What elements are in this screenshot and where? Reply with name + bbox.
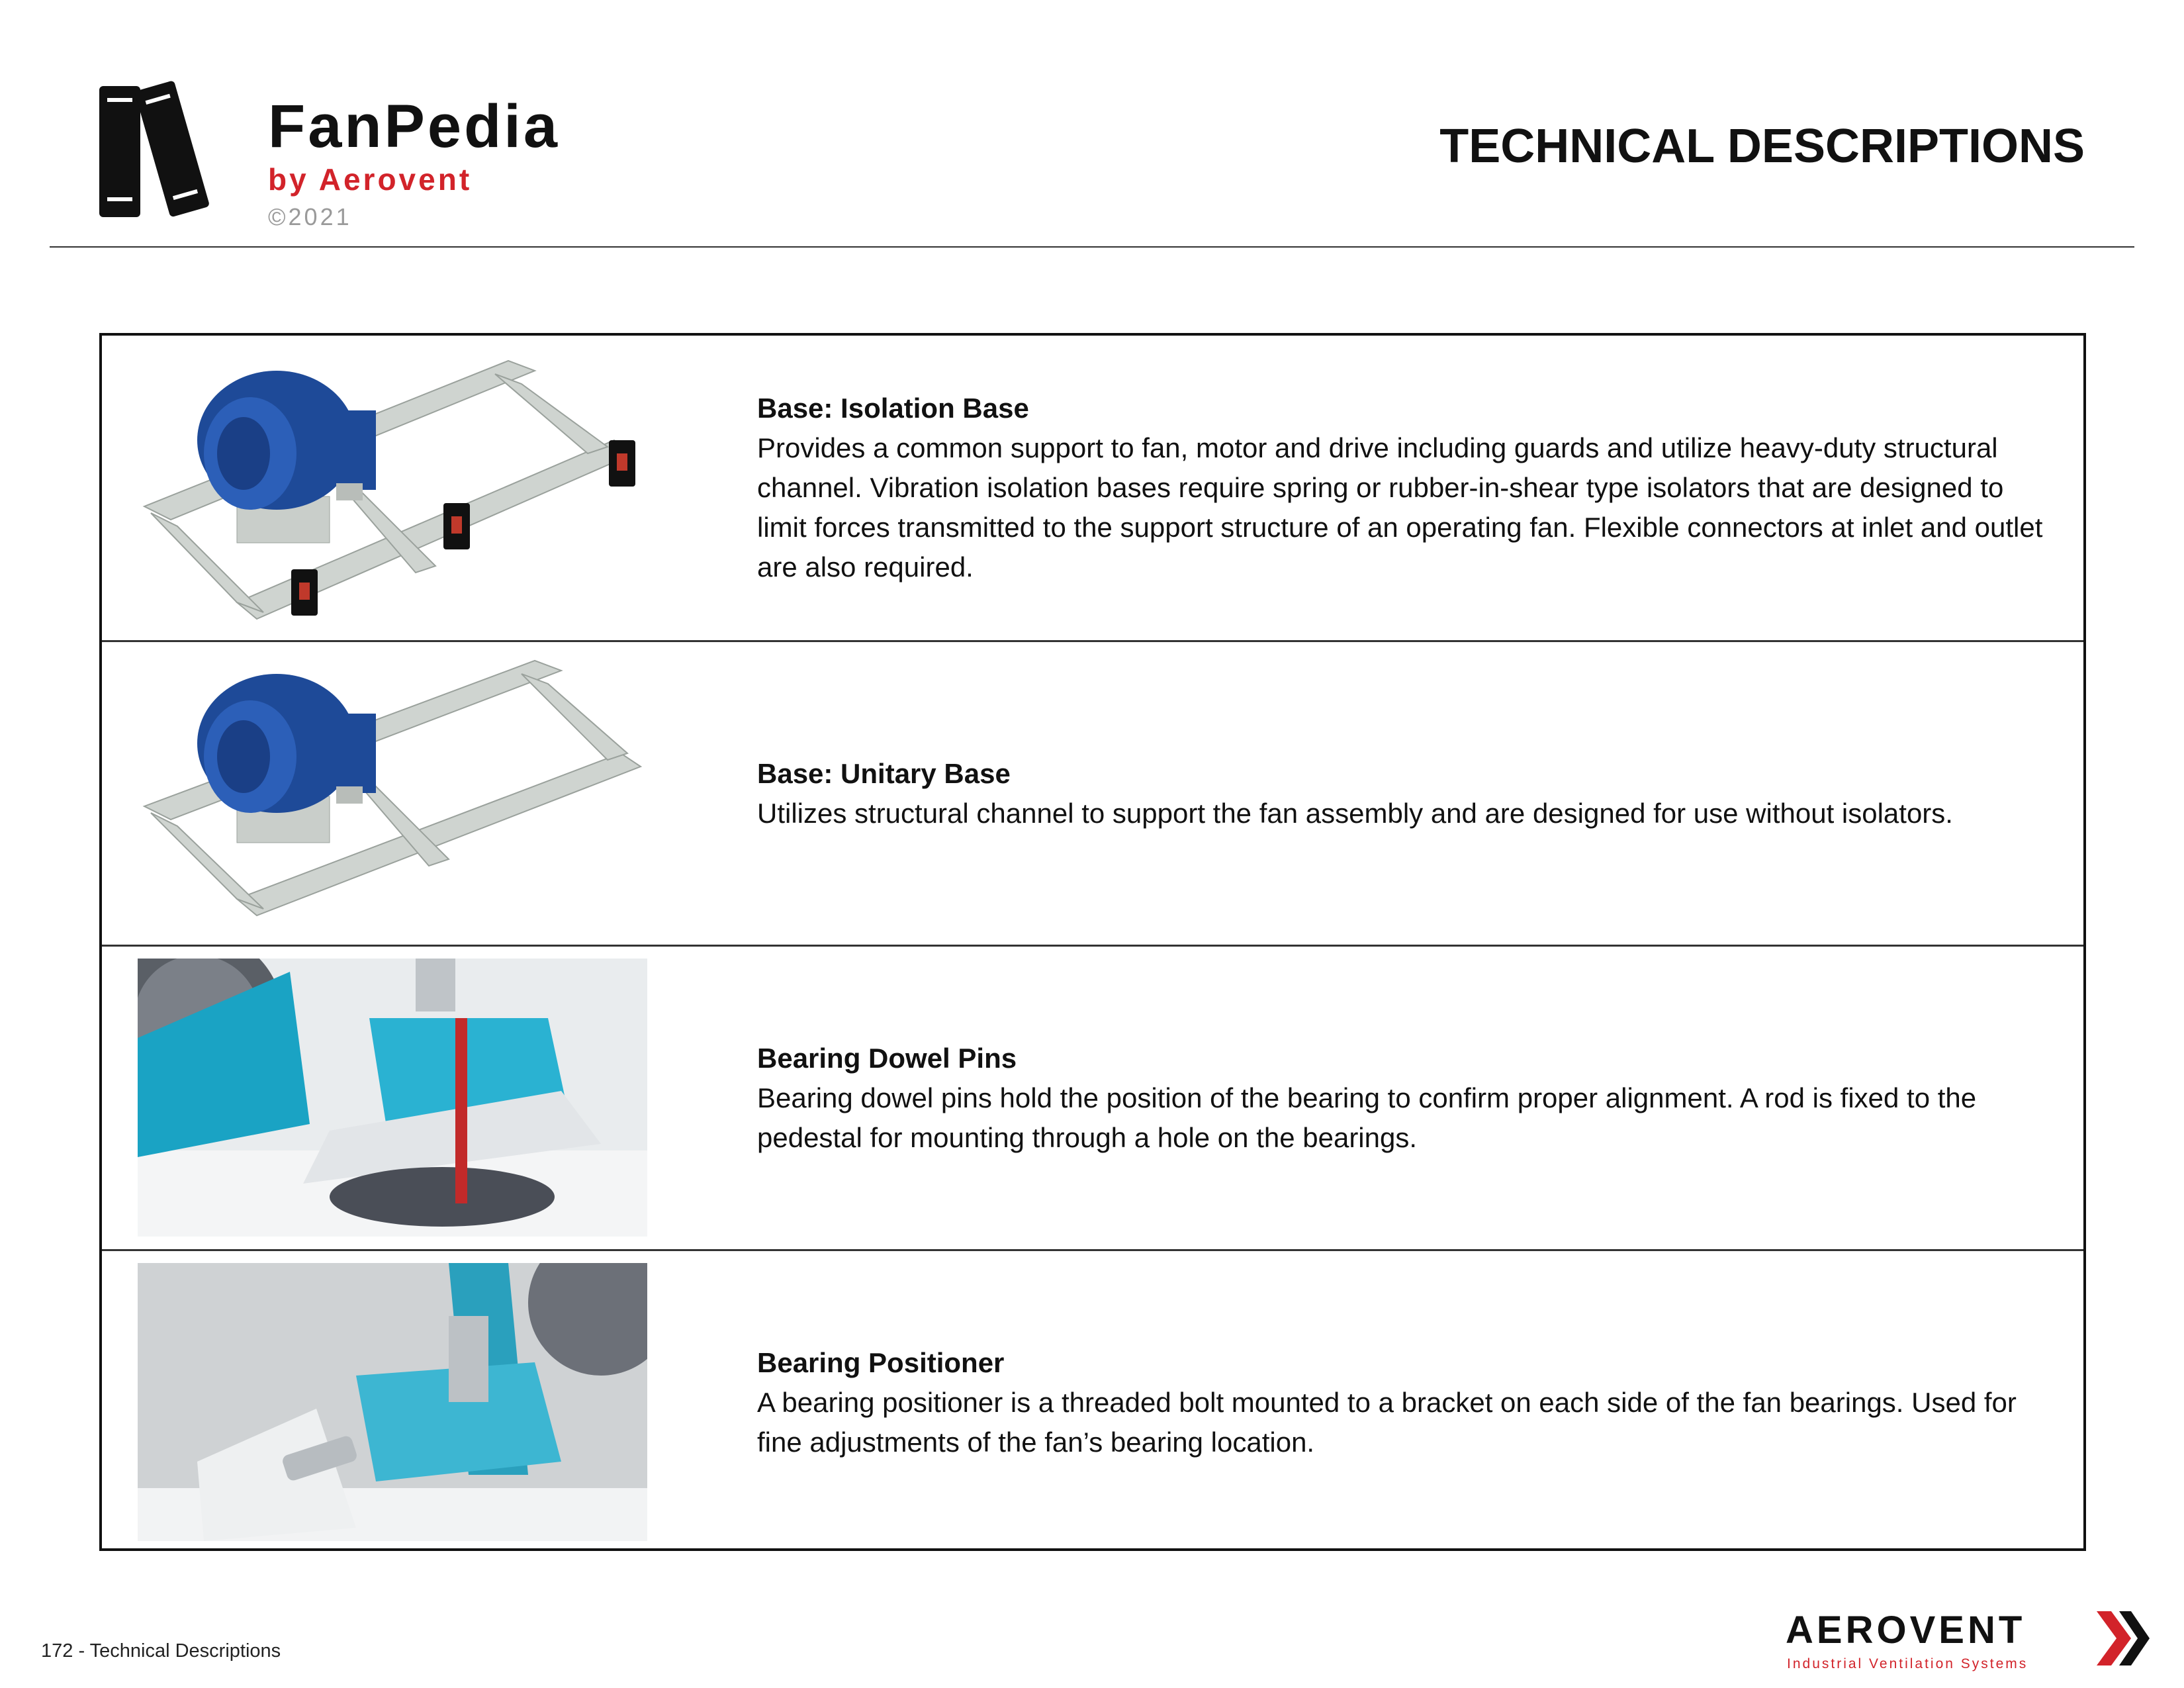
item-title: Base: Unitary Base xyxy=(757,757,1011,789)
bearing-positioner-illustration-icon xyxy=(138,1263,647,1541)
item-description: Utilizes structural channel to support the fan assembly and are designed for use without isolators. xyxy=(757,797,1953,829)
row-text xyxy=(757,947,2048,1249)
brand-copyright: ©2021 xyxy=(268,203,352,230)
table-row xyxy=(102,1249,2083,1554)
row-text xyxy=(757,642,2048,945)
item-description: A bearing positioner is a threaded bolt mounted to a bracket on each side of the fan bearings. Used for fine adjustments of the fan’s bearing location. xyxy=(757,1386,2017,1458)
footer-logo-name: AEROVENT xyxy=(1786,1609,2026,1652)
item-description: Provides a common support to fan, motor and drive including guards and utilize heavy-duty structural channel. Vibration isolation bases require spring or rubber-in-shear type isolators that are designed to limit forces transmitted to the support structure of an operating fan. Flexible connectors at inlet and outlet are also required. xyxy=(757,432,2043,583)
header-divider xyxy=(50,246,2134,248)
table-row xyxy=(102,336,2083,640)
item-title: Base: Isolation Base xyxy=(757,393,1029,424)
table-row xyxy=(102,640,2083,945)
item-description: Bearing dowel pins hold the position of the bearing to confirm proper alignment. A rod is fixed to the pedestal for mounting through a hole on the bearings. xyxy=(757,1082,1977,1153)
brand-by-line: by Aerovent xyxy=(268,162,473,197)
item-title: Bearing Dowel Pins xyxy=(757,1042,1017,1074)
table-row xyxy=(102,945,2083,1249)
footer-logo-tagline: Industrial Ventilation Systems xyxy=(1787,1656,2028,1671)
row-text xyxy=(757,1251,2048,1554)
isolation-base-illustration-icon xyxy=(138,348,647,626)
page-title: TECHNICAL DESCRIPTIONS xyxy=(1439,120,2085,173)
aerovent-logo-icon xyxy=(1780,1602,2151,1675)
descriptions-table xyxy=(99,333,2086,1551)
fanpedia-books-logo-icon xyxy=(93,78,238,224)
footer-page-label: 172 - Technical Descriptions xyxy=(41,1640,281,1662)
dowel-pin-illustration-icon xyxy=(138,959,647,1237)
brand-name: FanPedia xyxy=(268,93,561,160)
unitary-base-illustration-icon xyxy=(138,654,647,932)
item-title: Bearing Positioner xyxy=(757,1346,1005,1378)
row-text xyxy=(757,336,2048,640)
